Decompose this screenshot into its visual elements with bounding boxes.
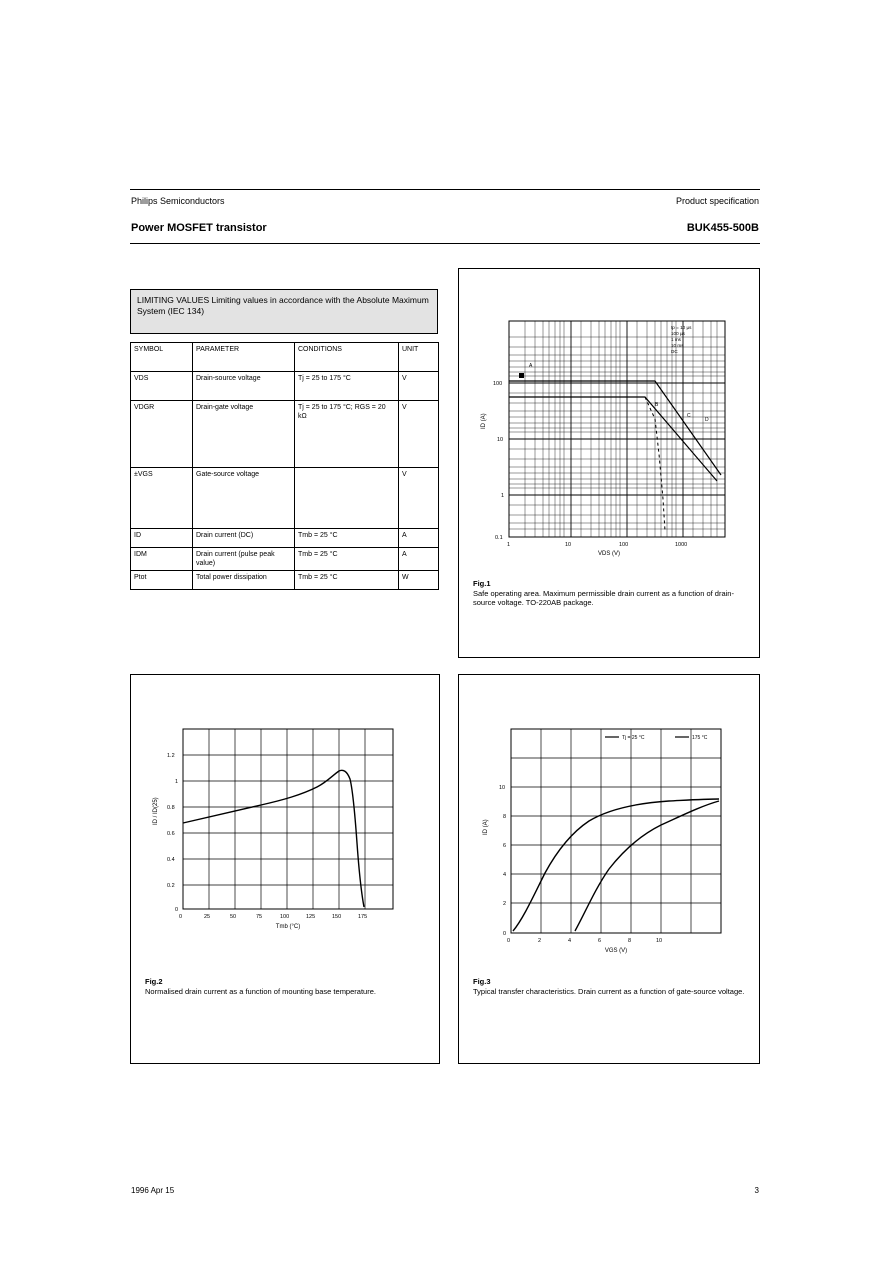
header-company: Philips Semiconductors [131,196,225,206]
svg-text:0: 0 [175,907,179,913]
svg-text:100: 100 [280,914,290,920]
svg-text:100 µs: 100 µs [671,331,685,336]
col-header-parameter: PARAMETER [193,343,295,372]
table-caption: LIMITING VALUES Limiting values in accordance with the Absolute Maximum System (IEC 134) [130,289,438,334]
svg-text:2: 2 [538,938,542,944]
cell-symbol: ±VGS [131,468,193,529]
svg-text:50: 50 [230,914,237,920]
svg-text:4: 4 [568,938,572,944]
figure-2-frame [130,674,440,1064]
figure-1-frame [458,268,760,658]
svg-text:0.2: 0.2 [167,883,175,889]
svg-text:0.6: 0.6 [167,831,175,837]
cell-unit: V [399,372,439,401]
cell-conditions: Tmb = 25 °C [295,548,399,571]
svg-text:VDS (V): VDS (V) [597,551,621,557]
figure-2-number: Fig.2 [145,976,163,986]
cell-unit: V [399,468,439,529]
cell-symbol: VDS [131,372,193,401]
limiting-values-block [130,289,438,590]
svg-text:8: 8 [628,938,632,944]
col-header-conditions: CONDITIONS [295,343,399,372]
figure-2-caption [145,967,425,996]
cell-unit: V [399,401,439,468]
cell-parameter: Drain-gate voltage [193,401,295,468]
cell-conditions: Tj = 25 to 175 °C [295,372,399,401]
svg-text:25: 25 [204,914,211,920]
cell-conditions: Tj = 25 to 175 °C; RGS = 20 kΩ [295,401,399,468]
figure-1-caption [473,569,747,608]
cell-symbol: Ptot [131,571,193,590]
col-header-symbol: SYMBOL [131,343,193,372]
svg-text:0.8: 0.8 [167,805,175,811]
svg-text:0: 0 [179,914,183,920]
svg-text:0: 0 [507,938,511,944]
svg-text:10: 10 [499,785,506,791]
figure-3-frame [458,674,760,1064]
footer-date: 1996 Apr 15 [131,1186,175,1195]
cell-parameter: Drain current (DC) [193,529,295,548]
figure-3-plot [459,675,759,1063]
svg-text:6: 6 [598,938,602,944]
cell-unit: A [399,529,439,548]
svg-text:1.2: 1.2 [167,753,175,759]
svg-text:tp = 10 µs: tp = 10 µs [671,325,692,330]
cell-conditions: Tmb = 25 °C [295,529,399,548]
svg-text:75: 75 [256,914,263,920]
header-rule-top [130,189,760,190]
limiting-values-table [130,342,439,590]
svg-text:100: 100 [619,542,629,548]
svg-text:DC: DC [671,349,678,354]
table-row [131,401,439,468]
svg-text:8: 8 [503,814,507,820]
table-row [131,571,439,590]
svg-text:Tj = 25 °C: Tj = 25 °C [622,735,645,741]
svg-text:4: 4 [503,872,507,878]
cell-symbol: ID [131,529,193,548]
svg-text:10: 10 [497,437,504,443]
figure-3-caption [473,967,747,996]
figure-1-number: Fig.1 [473,578,491,588]
svg-text:ID (A): ID (A) [481,413,487,429]
cell-parameter: Gate-source voltage [193,468,295,529]
svg-text:100: 100 [493,381,503,387]
svg-text:0: 0 [503,931,507,937]
svg-text:C: C [687,413,691,419]
part-number: BUK455-500B [686,222,759,234]
figure-2-plot [131,675,439,1063]
cell-unit: A [399,548,439,571]
page-title: Power MOSFET transistor [131,222,267,234]
cell-symbol: IDM [131,548,193,571]
svg-text:1: 1 [175,779,179,785]
cell-parameter: Drain current (pulse peak value) [193,548,295,571]
svg-text:VGS (V): VGS (V) [604,948,628,954]
svg-text:150: 150 [332,914,342,920]
svg-text:0.4: 0.4 [167,857,175,863]
figure-1-caption-text: Safe operating area. Maximum permissible drain current as a function of drain-source voltage. TO-220AB package. [473,588,734,608]
cell-parameter: Total power dissipation [193,571,295,590]
table-header-row [131,343,439,372]
col-header-unit: UNIT [399,343,439,372]
svg-text:B: B [655,402,659,408]
svg-text:175 °C: 175 °C [692,735,708,741]
svg-text:10: 10 [565,542,572,548]
footer-page-number: 3 [754,1186,759,1195]
svg-text:Tmb (°C): Tmb (°C) [275,924,301,930]
svg-text:175: 175 [358,914,368,920]
figure-3-number: Fig.3 [473,976,491,986]
header-rule-bottom [130,243,760,244]
svg-text:1: 1 [507,542,511,548]
table-row [131,372,439,401]
table-row [131,548,439,571]
figure-2-caption-text: Normalised drain current as a function of mounting base temperature. [145,986,376,996]
cell-conditions [295,468,399,529]
svg-text:10: 10 [656,938,663,944]
svg-text:1 ms: 1 ms [671,337,681,342]
cell-symbol: VDGR [131,401,193,468]
svg-text:ID (A): ID (A) [483,819,489,835]
svg-text:D: D [705,417,709,423]
svg-text:1: 1 [501,493,505,499]
cell-unit: W [399,571,439,590]
cell-parameter: Drain-source voltage [193,372,295,401]
table-row [131,529,439,548]
svg-text:6: 6 [503,843,507,849]
svg-text:2: 2 [503,901,507,907]
header-doctype: Product specification [675,196,759,206]
svg-text:A: A [529,363,533,369]
svg-text:125: 125 [306,914,316,920]
svg-text:1000: 1000 [675,542,688,548]
svg-text:0.1: 0.1 [495,535,503,541]
table-row [131,468,439,529]
svg-text:10 ms: 10 ms [671,343,684,348]
svg-text:ID / ID(25): ID / ID(25) [153,797,159,825]
figure-3-caption-text: Typical transfer characteristics. Drain current as a function of gate-source voltage. [473,986,745,996]
cell-conditions: Tmb = 25 °C [295,571,399,590]
